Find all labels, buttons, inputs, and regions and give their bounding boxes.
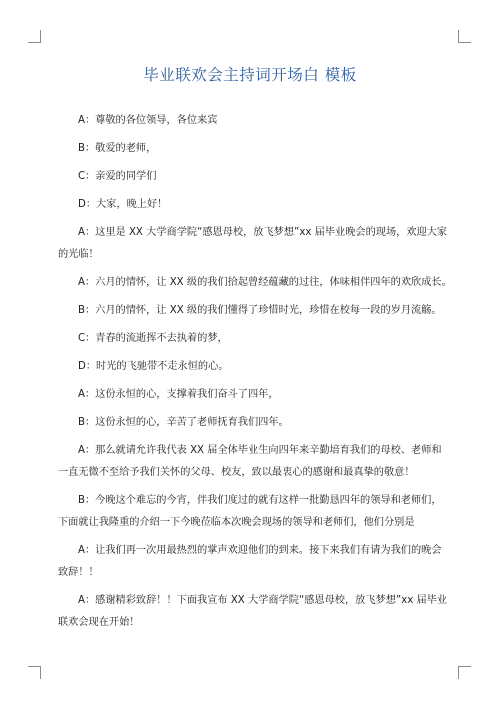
paragraph: A：这里是 XX 大学商学院“感恩母校，放飞梦想”xx 届毕业晚会的现场，欢迎大家的光临！ [58,227,448,260]
paragraph: A：让我们再一次用最热烈的掌声欢迎他们的到来。接下来我们有请为我们的晚会致辞！！ [58,545,442,578]
crop-mark-bottom-right [458,666,471,679]
paragraph: B：今晚这个难忘的今宵，伴我们度过的就有这样一批勤恳四年的领导和老师们，下面就让我隆重的介绍一下今晚莅临本次晚会现场的领导和老师们，他们分别是 [58,495,442,528]
paragraph: C：亲爱的同学们 [78,171,157,182]
page-title: 毕业联欢会主持词开场白 模板 [143,66,357,84]
crop-mark-top-left [28,30,41,43]
paragraph: A：尊敬的各位领导，各位来宾 [78,115,218,126]
paragraph: C：青春的流逝挥不去执着的梦， [78,333,228,344]
paragraph: D：时光的飞驰带不走永恒的心。 [78,361,229,372]
document-body [58,110,452,640]
paragraph: D：大家，晚上好！ [78,199,168,210]
paragraph: A：感谢精彩致辞！！下面我宣布 XX 大学商学院“感恩母校，放飞梦想”xx 届毕业联欢会现在开始！ [58,595,448,628]
paragraph: A：六月的情怀，让 XX 级的我们拾起曾经蕴藏的过往，体味相伴四年的欢欣成长。 [78,277,452,288]
paragraph: A：那么就请允许我代表 XX 届全体毕业生向四年来辛勤培育我们的母校、老师和一直无微不至给予我们关怀的父母、校友，致以最衷心的感谢和最真挚的敬意！ [58,445,442,478]
paragraph: A：这份永恒的心，支撑着我们奋斗了四年， [78,389,279,400]
paragraph: B：这份永恒的心，辛苦了老师抚育我们四年。 [78,417,289,428]
crop-mark-bottom-left [28,666,41,679]
crop-mark-top-right [458,30,471,43]
paragraph: B：敬爱的老师， [78,143,157,154]
paragraph: B：六月的情怀，让 XX 级的我们懂得了珍惜时光，珍惜在校每一段的岁月流觞。 [78,305,442,316]
